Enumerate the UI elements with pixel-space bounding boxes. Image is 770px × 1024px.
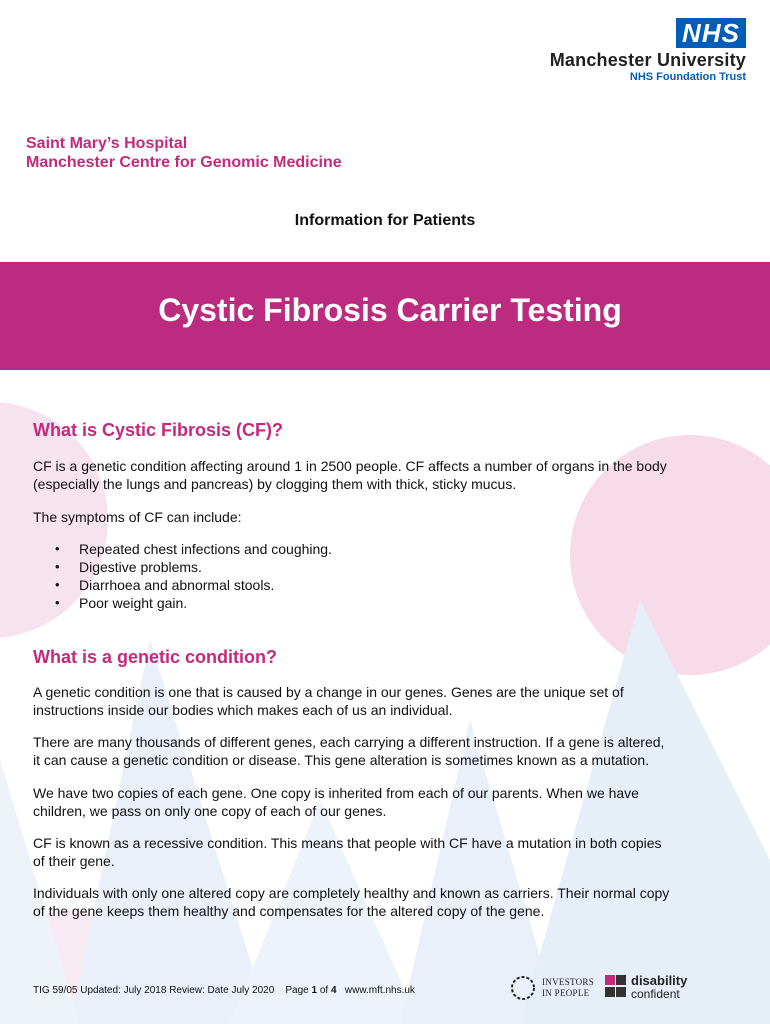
page-label: Page (285, 985, 309, 996)
disability-confident-logo (603, 973, 693, 1001)
laurel-icon (510, 975, 538, 1001)
list-item (33, 540, 332, 558)
list-item-text: Digestive problems. (79, 559, 202, 575)
paragraph-line: instructions inside our bodies which makes each of us an individual. (33, 702, 453, 718)
list-item-text: Diarrhoea and abnormal stools. (79, 577, 275, 593)
list-item (33, 558, 332, 576)
bullet-icon: • (55, 541, 60, 556)
bullet-icon: • (55, 577, 60, 592)
list-item (33, 594, 332, 612)
footer-reference (33, 985, 415, 996)
dc-line1: disability (631, 973, 688, 988)
page-total: 4 (330, 985, 337, 996)
paragraph-line: children, we pass on only one copy of each of our genes. (33, 803, 387, 819)
symptom-list (33, 540, 332, 612)
paragraph (33, 733, 749, 769)
disability-confident-icon (603, 973, 629, 1001)
paragraph-line: We have two copies of each gene. One copy is inherited from each of our parents. When we have (33, 785, 639, 801)
trust-subtitle: NHS Foundation Trust (629, 71, 746, 83)
iip-line1: INVESTORS (542, 977, 595, 987)
paragraph-line: CF is known as a recessive condition. This means that people with CF have a mutation in both copies (33, 835, 662, 851)
hospital-name: Saint Mary’s Hospital (26, 135, 188, 152)
dc-line2: confident (631, 987, 680, 1001)
list-item (33, 576, 332, 594)
paragraph-line: of their gene. (33, 853, 115, 869)
page-number: 1 (311, 985, 318, 996)
bullet-icon: • (55, 595, 60, 610)
paragraph-line: There are many thousands of different genes, each carrying a different instruction. If a gene is altered, (33, 734, 665, 750)
document-reference: TIG 59/05 Updated: July 2018 Review: Date July 2020 (33, 985, 275, 996)
section-heading-genetic: What is a genetic condition? (33, 647, 278, 667)
paragraph (33, 683, 749, 719)
investors-in-people-logo (510, 975, 596, 1001)
paragraph (33, 457, 749, 493)
info-title: Information for Patients (294, 212, 476, 229)
document-title: Cystic Fibrosis Carrier Testing (158, 292, 622, 328)
paragraph-line: Individuals with only one altered copy are completely healthy and known as carriers. Their normal copy (33, 885, 670, 901)
list-item-text: Repeated chest infections and coughing. (79, 541, 332, 557)
paragraph (33, 784, 749, 820)
trust-name: Manchester University (549, 50, 746, 70)
iip-line2: IN PEOPLE (542, 988, 590, 998)
paragraph: The symptoms of CF can include: (33, 509, 242, 525)
paragraph (33, 834, 749, 870)
paragraph-line: it can cause a genetic condition or disease. This gene alteration is sometimes known as a mutation. (33, 752, 650, 768)
paragraph-line: of the gene keeps them healthy and compensates for the altered copy of the gene. (33, 903, 545, 919)
page-of: of (319, 985, 329, 996)
paragraph-line: A genetic condition is one that is caused by a change in our genes. Genes are the unique set of (33, 684, 624, 700)
bullet-icon: • (55, 559, 60, 574)
website-link[interactable]: www.mft.nhs.uk (344, 985, 415, 996)
paragraph (33, 884, 749, 920)
paragraph-line: CF is a genetic condition affecting around 1 in 2500 people. CF affects a number of organs in the body (33, 458, 667, 474)
section-heading-cf: What is Cystic Fibrosis (CF)? (33, 420, 284, 440)
nhs-logo-badge: NHS (676, 18, 746, 48)
centre-name: Manchester Centre for Genomic Medicine (26, 154, 342, 171)
list-item-text: Poor weight gain. (79, 595, 188, 611)
paragraph-line: (especially the lungs and pancreas) by clogging them with thick, sticky mucus. (33, 476, 517, 492)
